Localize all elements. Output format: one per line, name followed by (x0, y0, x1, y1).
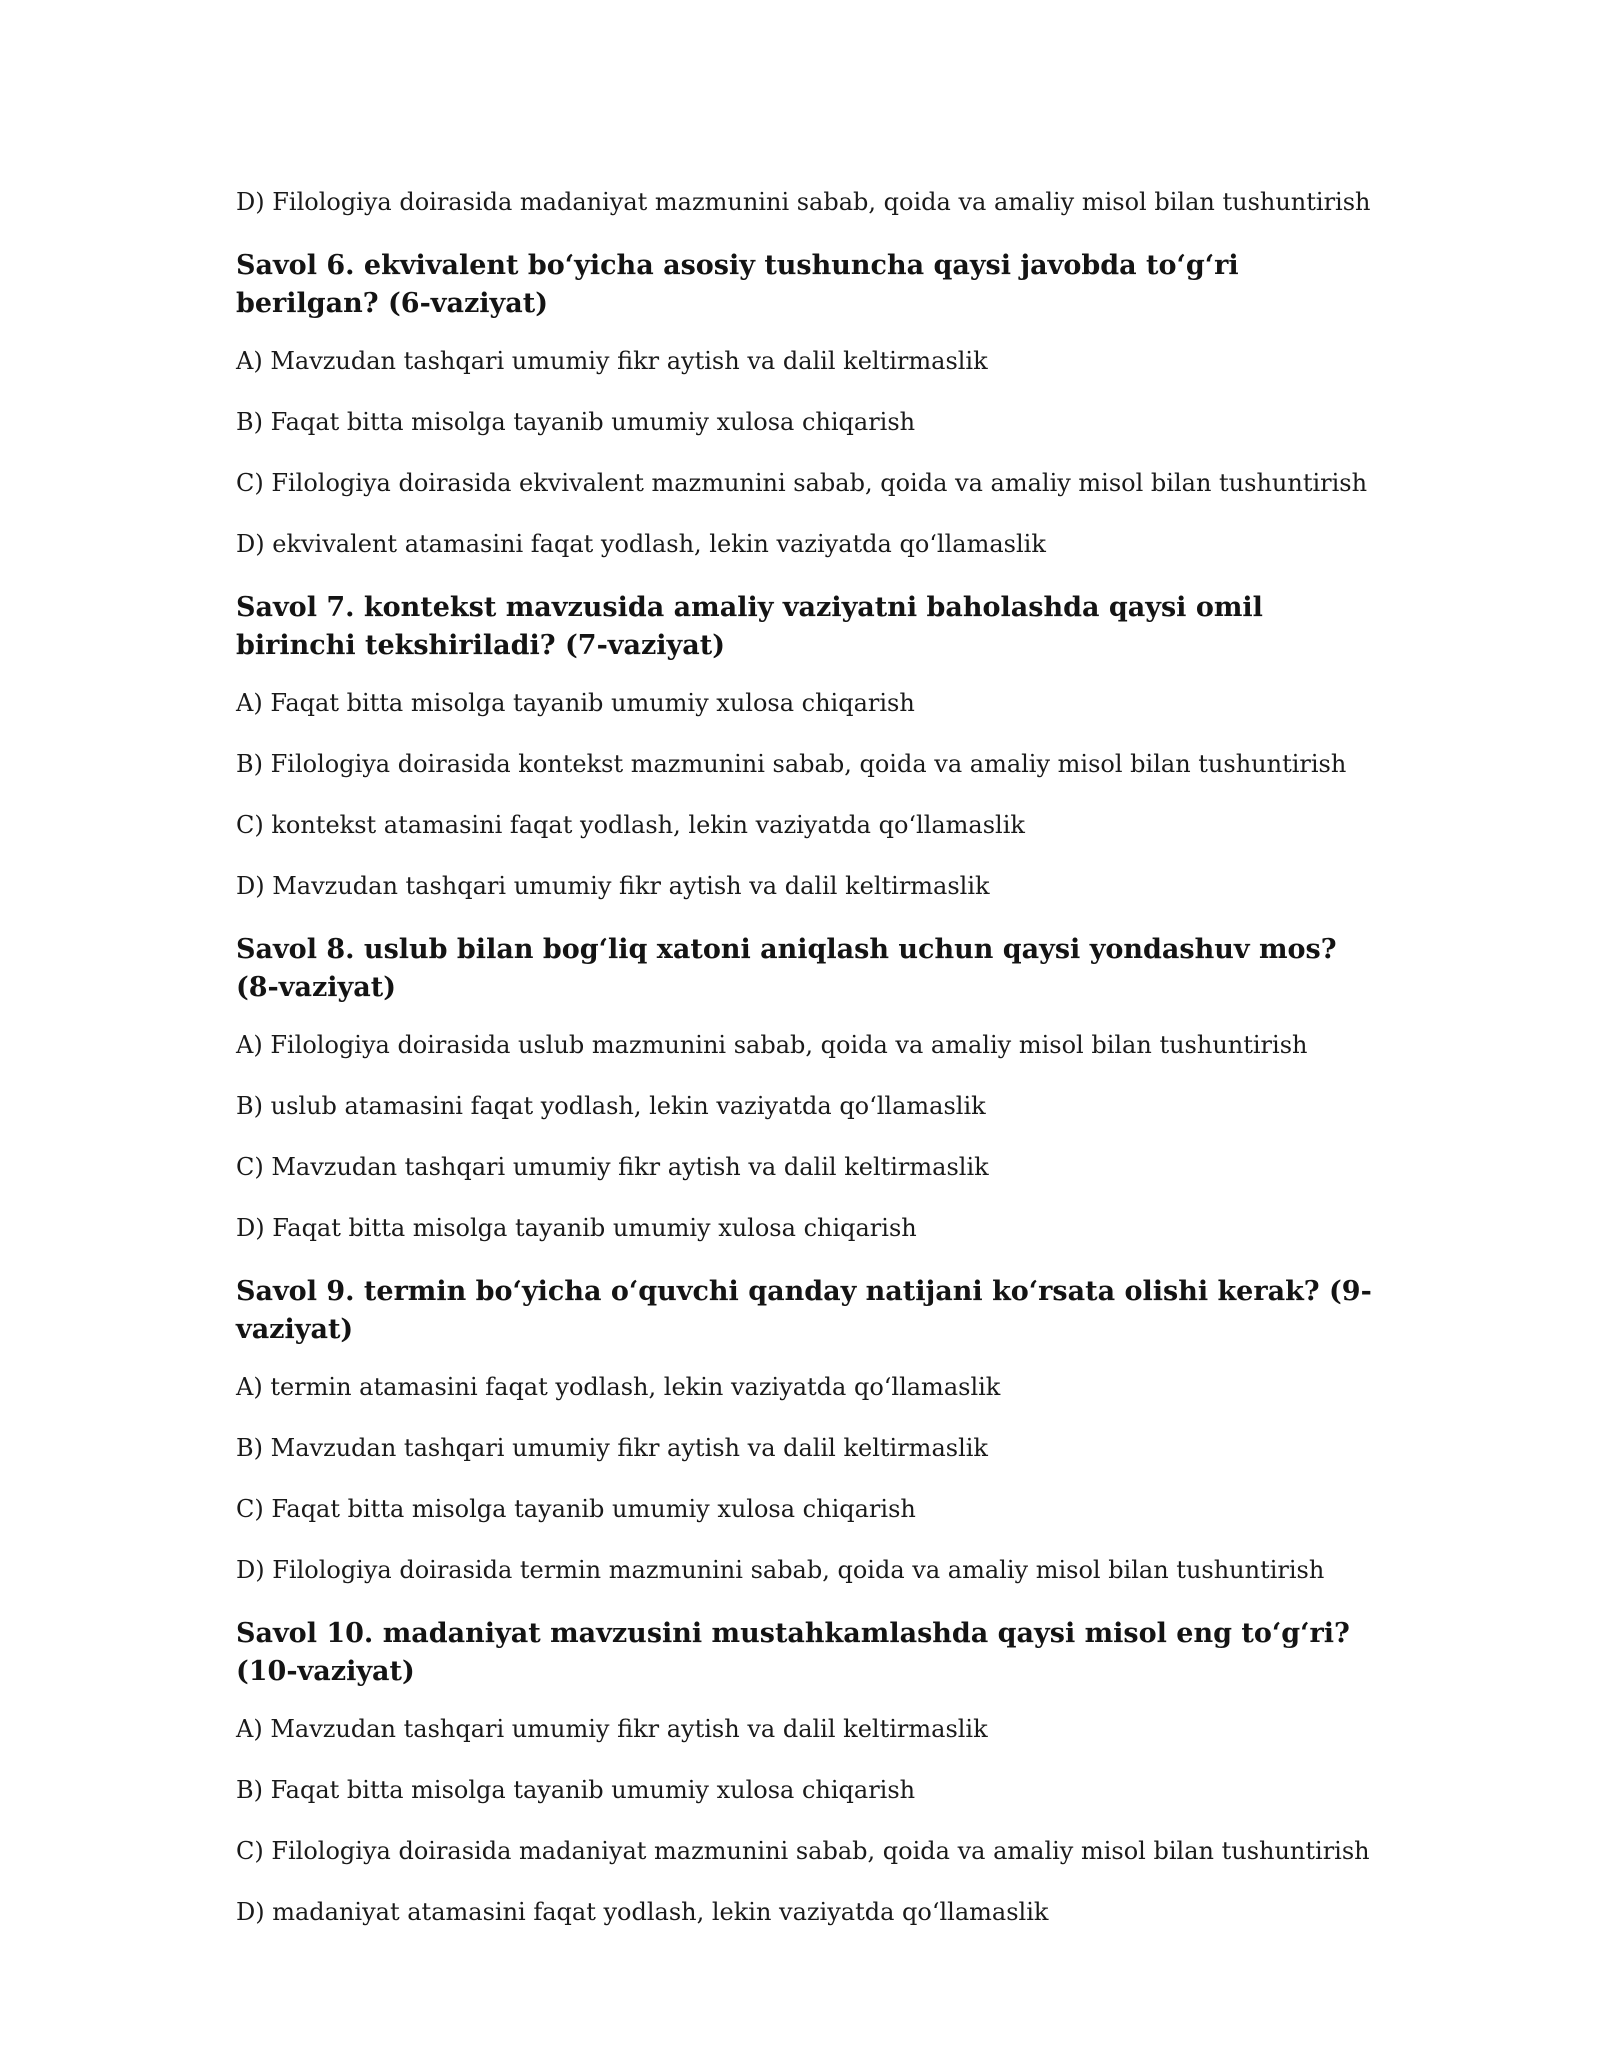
answer-option-d: D) madaniyat atamasini faqat yodlash, lekin vaziyatda qo‘llamaslik (236, 1898, 1049, 1926)
answer-option-a: A) Filologiya doirasida uslub mazmunini sabab, qoida va amaliy misol bilan tushuntirish (236, 1031, 1308, 1059)
question-block-8 (236, 931, 1386, 1244)
answer-option-d: D) Mavzudan tashqari umumiy fikr aytish va dalil keltirmaslik (236, 872, 990, 900)
leading-option: D) Filologiya doirasida madaniyat mazmunini sabab, qoida va amaliy misol bilan tushuntirish (236, 188, 1371, 216)
answer-option-d: D) Faqat bitta misolga tayanib umumiy xulosa chiqarish (236, 1214, 917, 1242)
question-title: Savol 6. ekvivalent bo‘yicha asosiy tushuncha qaysi javobda to‘g‘ri berilgan? (6-vaziyat) (236, 250, 1239, 319)
answer-option-a: A) Mavzudan tashqari umumiy fikr aytish va dalil keltirmaslik (236, 1715, 988, 1743)
document-content (236, 186, 1386, 1957)
answer-option-c: C) kontekst atamasini faqat yodlash, lekin vaziyatda qo‘llamaslik (236, 811, 1025, 839)
answer-option-b: B) Filologiya doirasida kontekst mazmunini sabab, qoida va amaliy misol bilan tushuntirish (236, 750, 1347, 778)
question-title: Savol 7. kontekst mavzusida amaliy vaziyatni baholashda qaysi omil birinchi tekshiriladi? (7-vaziyat) (236, 592, 1263, 661)
question-block-6 (236, 247, 1386, 560)
answer-option-a: A) Faqat bitta misolga tayanib umumiy xulosa chiqarish (236, 689, 915, 717)
question-block-7 (236, 589, 1386, 902)
answer-option-b: B) uslub atamasini faqat yodlash, lekin vaziyatda qo‘llamaslik (236, 1092, 986, 1120)
answer-option-a: A) termin atamasini faqat yodlash, lekin vaziyatda qo‘llamaslik (236, 1373, 1001, 1401)
question-block-9 (236, 1273, 1386, 1586)
answer-option-b: B) Faqat bitta misolga tayanib umumiy xulosa chiqarish (236, 408, 916, 436)
answer-option-c: C) Filologiya doirasida ekvivalent mazmunini sabab, qoida va amaliy misol bilan tushuntirish (236, 469, 1368, 497)
answer-option-c: C) Faqat bitta misolga tayanib umumiy xulosa chiqarish (236, 1495, 916, 1523)
question-title: Savol 8. uslub bilan bog‘liq xatoni aniqlash uchun qaysi yondashuv mos? (8-vaziyat) (236, 934, 1337, 1003)
answer-option-d: D) Filologiya doirasida termin mazmunini sabab, qoida va amaliy misol bilan tushuntirish (236, 1556, 1325, 1584)
answer-option-d: D) ekvivalent atamasini faqat yodlash, lekin vaziyatda qo‘llamaslik (236, 530, 1046, 558)
answer-option-c: C) Filologiya doirasida madaniyat mazmunini sabab, qoida va amaliy misol bilan tushuntirish (236, 1837, 1370, 1865)
answer-option-c: C) Mavzudan tashqari umumiy fikr aytish va dalil keltirmaslik (236, 1153, 989, 1181)
question-title: Savol 9. termin bo‘yicha o‘quvchi qanday natijani ko‘rsata olishi kerak? (9-vaziyat) (236, 1276, 1372, 1345)
answer-option-b: B) Mavzudan tashqari umumiy fikr aytish va dalil keltirmaslik (236, 1434, 988, 1462)
answer-option-a: A) Mavzudan tashqari umumiy fikr aytish va dalil keltirmaslik (236, 347, 988, 375)
question-block-10 (236, 1615, 1386, 1928)
answer-option-b: B) Faqat bitta misolga tayanib umumiy xulosa chiqarish (236, 1776, 916, 1804)
question-title: Savol 10. madaniyat mavzusini mustahkamlashda qaysi misol eng to‘g‘ri? (10-vaziyat) (236, 1618, 1350, 1687)
